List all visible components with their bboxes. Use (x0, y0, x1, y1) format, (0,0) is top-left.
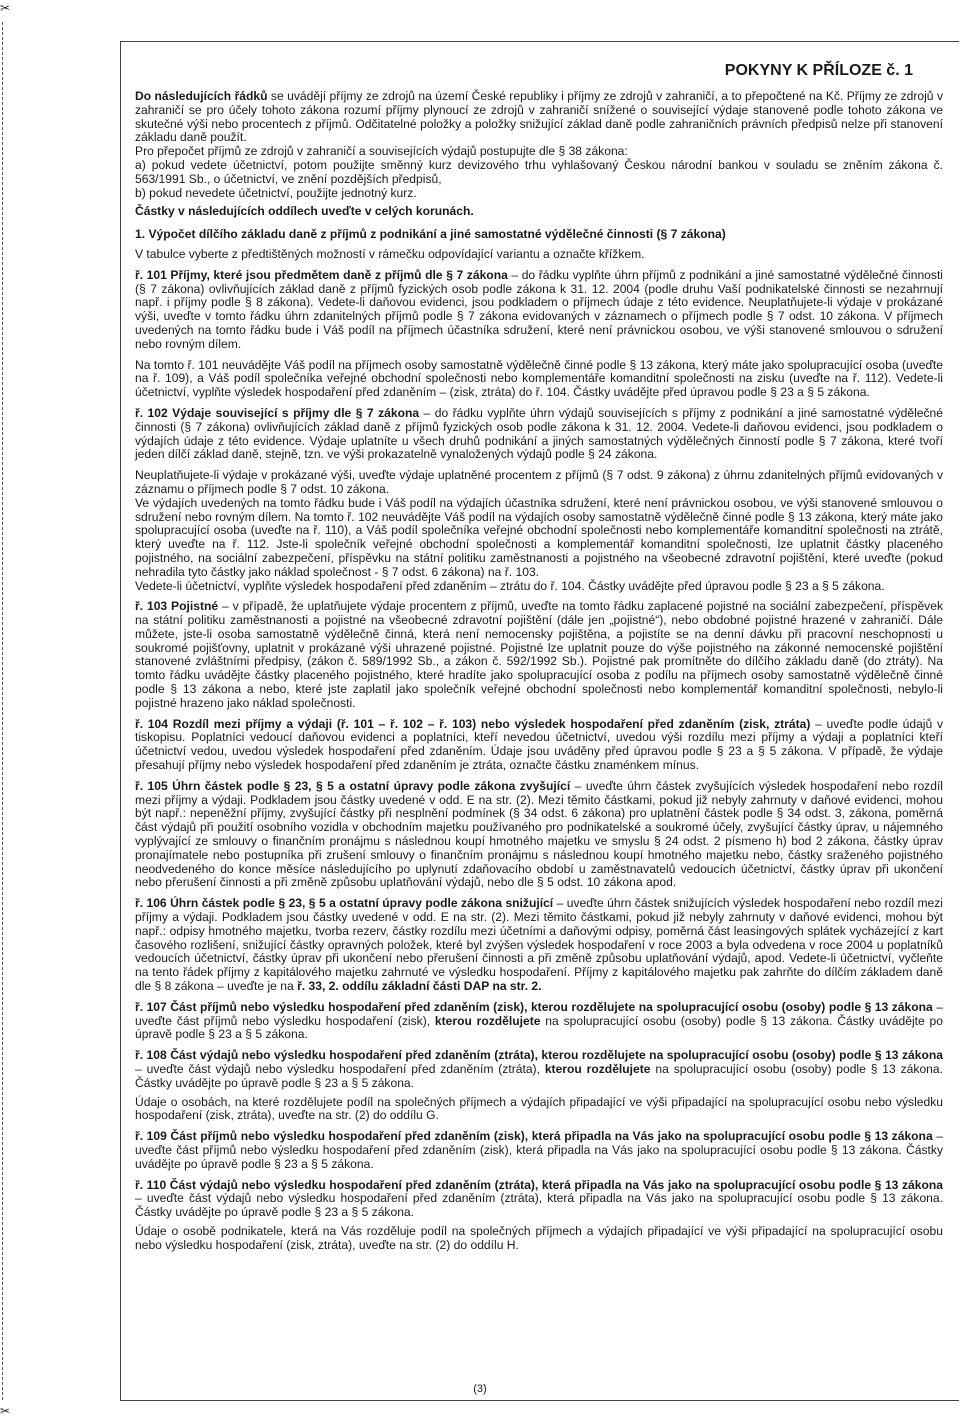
intro-bold: Do následujících řádků (135, 89, 268, 103)
row-106-reference: ř. 33, 2. oddílu základní části DAP na str. 2. (297, 979, 542, 994)
row-107-text-1: – uveďte část příjmů nebo výsledku hospodaření (zisk), (135, 999, 943, 1028)
row-101-label: ř. 101 Příjmy, které jsou předmětem daně z příjmů dle § 7 zákona (135, 267, 508, 282)
cut-line (2, 22, 3, 1400)
row-105-text: – uveďte úhrn částek zvyšujících výsledek hospodaření nebo rozdíl mezi příjmy a výdaji. Podkladem jsou částky uvedené v odd. E na str. (2). Mezi těmito částkami, pokud již nebyly zahrnuty v daňové evidenci, mohou být např.: nepeněžní příjmy, zvyšující částky při nesplnění podmínek (§ 34 odst. 6 zákona) pro uplatnění částek podle § 34 odst. 3, zákona, poměrná část výdajů při použití osobního vozidla v obchodním majetku používaného pro podnikatelské a soukromé účely, zvyšující částky úprav, u nájemného vyplývající ze smlouvy o finančním pronájmu s následnou koupí hmotného majetku ve smyslu § 24 odst. 2 písmeno h) bod 2 zákona, částky úprav pronajímatele nebo postupníka při zrušení smlouvy o finančním pronájmu s následnou koupí hmotného majetku nebo, částky sraženého pojistného neodvedeného do konce měsíce následujícího po uplynutí zdaňovacího období u zaměstnavatelů vedoucích účetnictví, částky úprav při ukončení nebo přerušení činnosti a při změně způsobu uplatňování výdajů, nebo dle § 5 odst. 10 zákona apod. (135, 778, 943, 890)
row-102-note-partnership: Ve výdajích uvedených na tomto řádku bude i Váš podíl na výdajích účastníka sdružení, které není právnickou osobou, ve výši stanovené smlouvou o sdružení nebo rovným dílem. Na tomto ř. 102 neuvádějte Váš podíl na výdajích osoby samostatně výdělečně činné podle § 13 zákona, který máte jako spolupracující osoba (uveďte na ř. 110), a Váš podíl společníka veřejné obchodní společnosti nebo komplementáře komanditní společnosti na ztrátě, který uveďte na ř. 112. Jste-li společník veřejné obchodní společnosti a komplementář komanditní společnosti, lze uplatnit částky placeného pojistného, na sociální zabezpečení, příspěvku na státní politiku zaměstnanosti a pojistného na všeobecné zdravotní pojištění, které uveďte (pokud nehradila tyto částky jako náklad společnost - § 7 odst. 6 zákona) na ř. 103. (135, 495, 943, 579)
section-1-heading: 1. Výpočet dílčího základu daně z příjmů z podnikání a jiné samostatné výdělečné činnosti (§ 7 zákona) (135, 227, 726, 242)
document-body (135, 62, 943, 1258)
row-107-emphasis: kterou rozdělujete (434, 1013, 541, 1028)
intro-amounts-note: Částky v následujících oddílech uveďte v celých korunách. (135, 204, 474, 219)
row-108-label: ř. 108 Část výdajů nebo výsledku hospodaření před zdaněním (ztráta), kterou rozdělujete na spolupracující osobu (osoby) podle § 13 zákona (135, 1048, 943, 1063)
row-107-paragraph (135, 1001, 943, 1042)
row-109-text: – uveďte část příjmů nebo výsledku hospodaření před zdaněním (zisk), která připadla na Vás jako na spolupracující osobu podle § 13 zákona. Částky uvádějte po úpravě podle § 23 a § 5 zákona. (135, 1129, 943, 1171)
scissors-icon: ✂ (0, 1, 11, 15)
row-102-label: ř. 102 Výdaje související s příjmy dle § 7 zákona (135, 405, 420, 420)
row-108-paragraph (135, 1049, 943, 1090)
row-101-text: – do řádku vyplňte úhrn příjmů z podnikání a jiné samostatné výdělečné činnosti (§ 7 zákona) ovlivňujících základ daně z příjmů fyzických osob podle zákona k 31. 12. 2004 (podle druhu Vaší podnikatelské činnosti se nezahrnují např. i příjmy podle § 8 zákona). Vedete-li daňovou evidenci, jsou podkladem o příjmech údaje z této evidence. Neuplatňujete-li výdaje v prokázané výši, uveďte v tomto řádku úhrn zdanitelných příjmů podle § 7 zákona evidovaných v záznamech o příjmech podle § 7 odst. 10 zákona. V příjmech uvedených na tomto řádku bude i Váš podíl na příjmech účastníka sdružení, které není právnickou osobou, ve výši stanovené smlouvou o sdružení nebo rovným dílem. (135, 267, 943, 351)
row-102-text: – do řádku vyplňte úhrn výdajů souvisejících s příjmy z podnikání a jiné samostatné výdělečné činnosti (§ 7 zákona) ovlivňujících základ daně z příjmů fyzických osob podle zákona k 31. 12. 2004. Vedete-li daňovou evidenci, jsou podkladem o výdajích údaje z této evidence. Výdaje uplatníte u všech druhů podnikání a jiných samostatných výdělečných činností podle § 7 zákona, které tvoří jeden dílčí základ daně, stejně, tzn. ve výši prokazatelně vynaložených výdajů podle § 24 zákona. (135, 405, 943, 462)
row-108-text-1: – uveďte část výdajů nebo výsledku hospodaření před zdaněním (ztráta), (135, 1062, 545, 1076)
row-110-label: ř. 110 Část výdajů nebo výsledku hospodaření před zdaněním (ztráta), která připadla na Vás jako na spolupracující osobu podle § 13 zákona (135, 1177, 943, 1192)
row-103-paragraph (135, 600, 943, 710)
row-101-note: Na tomto ř. 101 neuvádějte Váš podíl na příjmech osoby samostatně výdělečně činné podle § 13 zákona, který máte jako spolupracující osoba (uveďte na ř. 109), a Váš podíl společníka veřejné obchodní společnosti nebo komplementáře komanditní společnosti na zisku (uveďte na ř. 112). Vedete-li účetnictví, vyplňte výsledek hospodaření před zdaněním – (zisk, ztráta) do ř. 104. Částky uvádějte před úpravou podle § 23 a § 5 zákona. (135, 357, 943, 400)
row-104-text: – uveďte podle údajů v tiskopisu. Poplatníci vedoucí daňovou evidenci a poplatníci, kteří nevedou účetnictví, uvedou výši rozdílu mezi příjmy a výdaji a poplatníci kteří účetnictví vedou, uvedou výsledek hospodaření před zdaněním. Údaje jsou uváděny před úpravou podle § 23 a § 5 zákona. V případě, že výdaje přesahují příjmy nebo výsledek hospodaření před zdaněním je ztráta, označte částku znaménkem mínus. (135, 716, 943, 773)
row-108-note: Údaje o osobách, na které rozdělujete podíl na společných příjmech a výdajích připadající ve výši připadající na spolupracující osobu nebo výsledku hospodaření (zisk, ztráta), uveďte na str. (2) do oddílu G. (135, 1094, 943, 1123)
intro-option-a: a) pokud vedete účetnictví, potom použijte směnný kurz devizového trhu vyhlašovaný Českou národní bankou v souladu se zněním zákona č. 563/1991 Sb., o účetnictví, ve znění pozdějších předpisů, (135, 157, 943, 186)
row-108-text-2: na spolupracující osobu (osoby) podle § 13 zákona. Částky uvádějte po úpravě podle § 23 a § 5 zákona. (135, 1062, 943, 1090)
row-107-label: ř. 107 Část příjmů nebo výsledku hospodaření před zdaněním (zisk), kterou rozdělujete na spolupracující osobu (osoby) podle § 13 zákona (135, 999, 933, 1014)
row-110-note: Údaje o osobě podnikatele, která na Vás rozděluje podíl na společných příjmech a výdajích připadající ve výši připadající na spolupracující osobu nebo výsledku hospodaření (zisk, ztráta), uveďte na str. (2) do oddílu H. (135, 1223, 943, 1252)
row-103-label: ř. 103 Pojistné (135, 599, 219, 614)
row-110-text: – uveďte část výdajů nebo výsledku hospodaření před zdaněním (ztráta), která připadla na Vás jako na spolupracující osobu podle § 13 zákona. Částky uvádějte po úpravě podle § 23 a § 5 zákona. (135, 1191, 943, 1220)
page-title: POKYNY K PŘÍLOZE č. 1 (724, 62, 913, 79)
row-102-note-percent: Neuplatňujete-li výdaje v prokázané výši, uveďte výdaje uplatněné procentem z příjmů (§ 7 odst. 9 zákona) z úhrnu zdanitelných příjmů evidovaných v záznamu o příjmech podle § 7 odst. 10 zákona. (135, 468, 943, 496)
row-109-label: ř. 109 Část příjmů nebo výsledku hospodaření před zdaněním (zisk), která připadla na Vás jako na spolupracující osobu podle § 13 zákona (135, 1129, 933, 1144)
section-1-text: V tabulce vyberte z předtištěných možností v rámečku odpovídající variantu a označte křížkem. (135, 246, 645, 261)
intro-option-b: b) pokud nevedete účetnictví, použijte jednotný kurz. (135, 185, 417, 200)
row-104-label: ř. 104 Rozdíl mezi příjmy a výdaji (ř. 101 – ř. 102 – ř. 103) nebo výsledek hospodaření před zdaněním (zisk, ztráta) (135, 716, 811, 731)
row-106-text: – uveďte úhrn částek snižujících výsledek hospodaření nebo rozdíl mezi příjmy a výdaji. Podkladem jsou částky uvedené v odd. E na str. (2). Mezi těmito částkami, pokud již nebyly zahrnuty v daňové evidenci, mohou být např.: odpisy hmotného majetku, tvorba rezerv, částky rozdílu mezi účetními a daňovými odpisy, poměrná část leasingových splátek vycházející z kart časového rozlišení, snižující částky opravných položek, které byl zvýšen výsledek hospodaření v roce 2003 a byla odvedena v roce 2004 u poplatníků vedoucích účetnictví, částky úprav při ukončení nebo přerušení činnosti a při změně způsobu uplatňování výdajů, apod. Vedete-li účetnictví, vyčleňte na tento řádek příjmy z kapitálového majetku zahrnuté ve výsledku hospodaření. Příjmy z kapitálového majetku pak zahrňte do dílčím základem daně dle § 8 zákona – uveďte je na (135, 896, 943, 994)
row-105-label: ř. 105 Úhrn částek podle § 23, § 5 a ostatní úpravy podle zákona zvyšující (135, 778, 571, 793)
row-108-emphasis: kterou rozdělujete (544, 1062, 651, 1076)
intro-text: se uvádějí příjmy ze zdrojů na území České republiky i příjmy ze zdrojů v zahraničí, a to přepočtené na Kč. Příjmy ze zdrojů v zahraničí se pro účely tohoto zákona rozumí příjmy plynoucí ze zdrojů v zahraničí snížené o související výdaje stanovené podle tohoto zákona ve skutečné výši nebo procentech z příjmů. Odčitatelné položky a položky snižující základ daně podle zahraničních právních předpisů nelze při stanovení základu daně použít. (135, 89, 943, 145)
page-number: (3) (473, 1383, 487, 1395)
row-105-paragraph (135, 780, 943, 890)
scissors-icon-bottom: ✂ (0, 1404, 11, 1418)
row-101-paragraph (135, 269, 943, 352)
row-103-text: – v případě, že uplatňujete výdaje procentem z příjmů, uveďte na tomto řádku zaplacené pojistné na sociální zabezpečení, příspěvek na státní politiku zaměstnanosti a pojistné na všeobecné zdravotní pojištění (dále jen „pojistné“), nebo obdobné pojistné hrazené v zahraničí. Dále můžete, jste-li osoba samostatně výdělečně činná, která není nemocensky pojištěna, a pojistíte se na denní dávku při pracovní neschopnosti u soukromé pojišťovny, uplatnit v prokázané výši uhrazené pojistné. Pojistné lze uplatnit pouze do výše pojistného na zákonné nemocenské pojištění stanovené zvláštními předpisy, (zákon č. 589/1992 Sb., a zákon č. 592/1992 Sb.). Pojistné pak promítněte do dílčího základu daně (do ztráty). Na tomto řádku uvádějte částky placeného pojistného, které hradíte jako spolupracující osoba z podílu na příjmech osoby samostatně výdělečně činné podle § 13 zákona a nebo, které jste zaplatil jako společník veřejné obchodní společnosti nebo komplementář komanditní společnosti, nebylo-li pojistné hrazeno jako náklad společnosti. (135, 599, 943, 710)
intro-paragraph (135, 90, 943, 145)
row-109-paragraph (135, 1130, 943, 1171)
row-106-label: ř. 106 Úhrn částek podle § 23, § 5 a ostatní úpravy podle zákona snižující (135, 896, 554, 911)
row-107-text-2: na spolupracující osobu (osoby) podle § 13 zákona. Částky uvádějte po úpravě podle § 23 a § 5 zákona. (135, 1013, 943, 1042)
intro-conversion: Pro přepočet příjmů ze zdrojů v zahraničí a souvisejících výdajů postupujte dle § 38 zákona: (135, 144, 628, 159)
row-110-paragraph (135, 1179, 943, 1220)
row-104-paragraph (135, 718, 943, 773)
row-106-paragraph (135, 897, 943, 994)
row-102-note-accounting: Vedete-li účetnictví, vyplňte výsledek hospodaření před zdaněním – ztrátu do ř. 104. Částky uvádějte před úpravou podle § 23 a § 5 zákona. (135, 578, 885, 593)
row-102-paragraph (135, 407, 943, 462)
